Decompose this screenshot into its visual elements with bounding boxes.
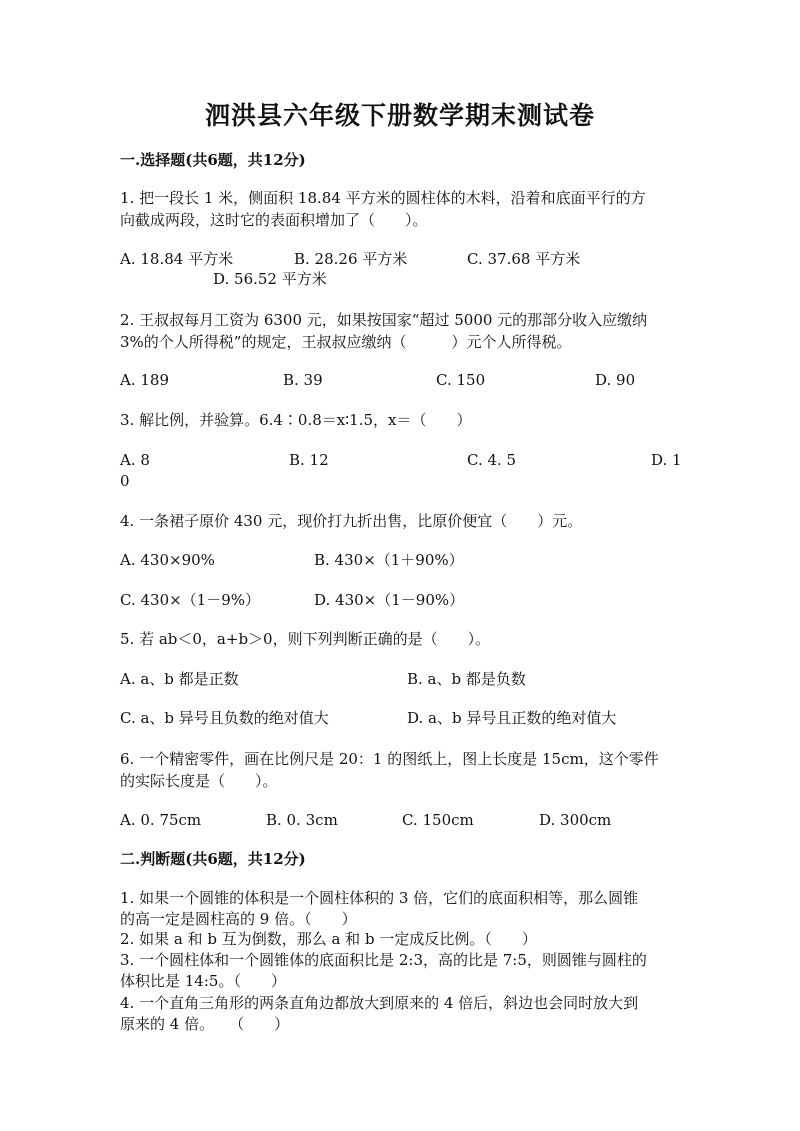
question-4-option-d: D. 430×（1－90%） bbox=[314, 591, 465, 609]
question-1-option-b: B. 28.26 平方米 bbox=[294, 250, 408, 268]
question-4-option-c: C. 430×（1－9%） bbox=[120, 591, 261, 609]
section-heading-choice: 一.选择题(共6题，共12分) bbox=[120, 151, 306, 169]
question-3-option-b: B. 12 bbox=[289, 451, 329, 469]
judgment-1-text-line1: 1. 如果一个圆锥的体积是一个圆柱体积的 3 倍，它们的底面积相等，那么圆锥 bbox=[120, 889, 639, 907]
question-1-option-c: C. 37.68 平方米 bbox=[467, 250, 581, 268]
question-2-option-a: A. 189 bbox=[120, 371, 169, 389]
question-6-text-line1: 6. 一个精密零件，画在比例尺是 20：1 的图纸上，图上长度是 15cm，这个零件 bbox=[120, 750, 659, 768]
question-2-text-line2: 3%的个人所得税”的规定，王叔叔应缴纳（ ）元个人所得税。 bbox=[120, 333, 572, 351]
question-2-option-c: C. 150 bbox=[436, 371, 486, 389]
question-2-option-b: B. 39 bbox=[283, 371, 323, 389]
judgment-2-text: 2. 如果 a 和 b 互为倒数，那么 a 和 b 一定成反比例。（ ） bbox=[120, 930, 537, 948]
question-5-option-a: A. a、b 都是正数 bbox=[120, 670, 239, 688]
question-1-option-a: A. 18.84 平方米 bbox=[120, 250, 234, 268]
question-3-option-a: A. 8 bbox=[120, 451, 150, 469]
question-6-option-b: B. 0. 3cm bbox=[266, 811, 338, 829]
question-5-text: 5. 若 ab＜0，a+b＞0，则下列判断正确的是（ ）。 bbox=[120, 630, 491, 648]
judgment-3-text-line2: 体积比是 14:5。（ ） bbox=[120, 972, 286, 990]
section-heading-judgment: 二.判断题(共6题，共12分) bbox=[120, 850, 306, 868]
question-5-option-d: D. a、b 异号且正数的绝对值大 bbox=[407, 709, 617, 727]
question-1-text-line2: 向截成两段，这时它的表面积增加了（ ）。 bbox=[120, 211, 428, 229]
question-6-option-a: A. 0. 75cm bbox=[120, 811, 202, 829]
question-3-option-c: C. 4. 5 bbox=[467, 451, 517, 469]
question-1-option-d: D. 56.52 平方米 bbox=[213, 270, 327, 288]
question-6-text-line2: 的实际长度是（ ）。 bbox=[120, 772, 278, 790]
question-2-option-d: D. 90 bbox=[595, 371, 636, 389]
question-4-text: 4. 一条裙子原价 430 元，现价打九折出售，比原价便宜（ ）元。 bbox=[120, 512, 583, 530]
question-2-text-line1: 2. 王叔叔每月工资为 6300 元，如果按国家“超过 5000 元的那部分收入应缴纳 bbox=[120, 311, 648, 329]
question-3-text: 3. 解比例，并验算。6.4∶0.8＝x∶1.5，x＝（ ） bbox=[120, 411, 472, 429]
page-title: 泗洪县六年级下册数学期末测试卷 bbox=[204, 101, 595, 130]
question-4-option-a: A. 430×90% bbox=[120, 551, 215, 569]
question-3-option-d-wrap: 0 bbox=[120, 472, 130, 490]
question-6-option-d: D. 300cm bbox=[539, 811, 612, 829]
judgment-3-text-line1: 3. 一个圆柱体和一个圆锥体的底面积比是 2:3，高的比是 7:5，则圆锥与圆柱的 bbox=[120, 951, 647, 969]
question-3-option-d: D. 1 bbox=[651, 451, 682, 469]
question-5-option-c: C. a、b 异号且负数的绝对值大 bbox=[120, 709, 329, 727]
judgment-4-text-line2: 原来的 4 倍。 （ ） bbox=[120, 1015, 290, 1033]
question-4-option-b: B. 430×（1＋90%） bbox=[314, 551, 464, 569]
judgment-4-text-line1: 4. 一个直角三角形的两条直角边都放大到原来的 4 倍后，斜边也会同时放大到 bbox=[120, 994, 639, 1012]
judgment-1-text-line2: 的高一定是圆柱高的 9 倍。（ ） bbox=[120, 910, 357, 928]
question-6-option-c: C. 150cm bbox=[402, 811, 474, 829]
question-1-text-line1: 1. 把一段长 1 米，侧面积 18.84 平方米的圆柱体的木料，沿着和底面平行的方 bbox=[120, 189, 646, 207]
question-5-option-b: B. a、b 都是负数 bbox=[407, 670, 526, 688]
